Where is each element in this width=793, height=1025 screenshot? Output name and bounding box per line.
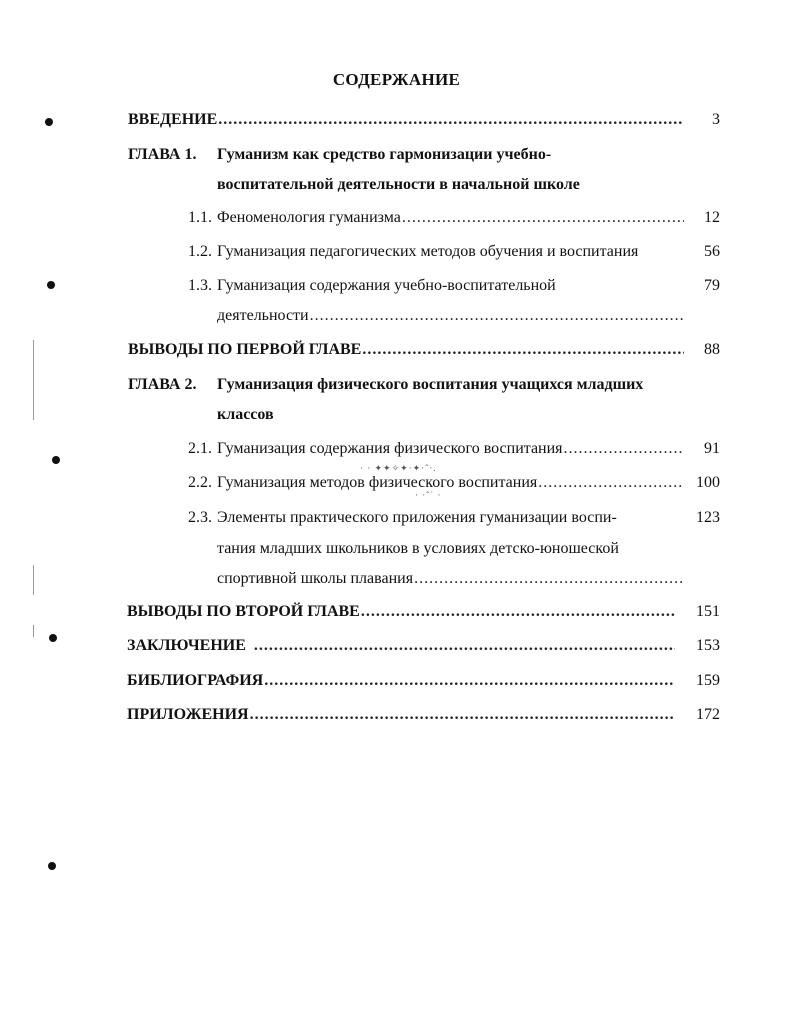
scan-margin-line [33,340,34,420]
toc-entry-label: ВЫВОДЫ ПО ВТОРОЙ ГЛАВЕ [127,603,360,620]
toc-entry-2-1[interactable] [217,439,684,459]
leader-dots [538,473,684,493]
punch-hole-mark [48,862,56,870]
toc-entry-label: ВВЕДЕНИЕ [128,111,218,128]
chapter2-label: ГЛАВА 2. [128,376,197,393]
toc-page-number: 159 [696,672,720,689]
toc-entry-conclusions-1[interactable] [128,340,684,360]
chapter1-label: ГЛАВА 1. [128,146,197,163]
leader-dots [310,306,684,326]
chapter2-title-line2[interactable]: классов [217,406,274,423]
toc-entry-label: ЗАКЛЮЧЕНИЕ [127,637,246,654]
punch-hole-mark [45,118,53,126]
toc-page-number: 172 [696,706,720,723]
toc-entry-label: ПРИЛОЖЕНИЯ [127,706,249,723]
toc-entry-label: деятельности [217,307,309,324]
scan-margin-line [33,565,34,595]
leader-dots [264,671,675,691]
toc-entry-2-3-line2[interactable]: тания младших школьников в условиях детско-юношеской [217,540,619,557]
section-number: 1.3. [188,277,212,294]
toc-entry-2-3-line1[interactable]: Элементы практического приложения гуманизации воспи- [217,509,617,526]
leader-dots [250,705,675,725]
toc-entry-conclusions-2[interactable] [127,602,675,622]
chapter2-title-line1[interactable]: Гуманизация физического воспитания учащихся младших [217,376,644,393]
chapter1-title-line2[interactable]: воспитательной деятельности в начальной школе [217,176,580,193]
section-number: 2.2. [188,474,212,491]
toc-page-number: 151 [696,603,720,620]
toc-page-number: 3 [712,111,720,128]
punch-hole-mark [49,634,57,642]
leader-dots [402,208,684,228]
section-number: 1.2. [188,243,212,260]
scan-noise-mark: · · ✦✦✧✦·✦·ˆ·. [360,463,437,473]
chapter1-title-line1[interactable]: Гуманизм как средство гармонизации учебно- [217,146,552,163]
toc-entry-label: Гуманизация методов физического воспитания [217,474,538,491]
toc-entry-1-1[interactable] [217,208,684,228]
leader-dots [218,110,684,130]
toc-title: СОДЕРЖАНИЕ [332,70,461,89]
scan-margin-line [33,625,34,637]
scan-noise-mark: · ·ˆ˙ · [415,490,442,500]
toc-entry-conclusion[interactable] [127,636,675,656]
toc-entry-intro[interactable] [128,110,684,130]
toc-entry-label: БИБЛИОГРАФИЯ [127,672,264,689]
toc-entry-1-2[interactable]: Гуманизация педагогических методов обучения и воспитания [217,243,639,260]
toc-page-number: 79 [704,277,720,294]
section-number: 2.1. [188,440,212,457]
leader-dots [564,439,684,459]
toc-entry-label: Гуманизация содержания физического воспитания [217,440,563,457]
toc-entry-label: ВЫВОДЫ ПО ПЕРВОЙ ГЛАВЕ [128,341,362,358]
toc-page-number: 100 [696,474,720,491]
toc-entry-1-3-line1[interactable]: Гуманизация содержания учебно-воспитательной [217,277,556,294]
toc-page-number: 12 [704,209,720,226]
toc-page-number: 88 [704,341,720,358]
punch-hole-mark [52,456,60,464]
punch-hole-mark [47,281,55,289]
toc-entry-1-3-line2[interactable] [217,306,684,326]
section-number: 2.3. [188,509,212,526]
leader-dots [254,636,675,656]
leader-dots [361,602,675,622]
toc-entry-bibliography[interactable] [127,671,675,691]
toc-page-number: 56 [704,243,720,260]
toc-page-number: 153 [696,637,720,654]
section-number: 1.1. [188,209,212,226]
toc-entry-2-2[interactable] [217,473,684,493]
toc-entry-2-3-line3[interactable] [217,569,684,589]
toc-entry-label: спортивной школы плавания [217,570,414,587]
leader-dots [414,569,684,589]
toc-page-number: 123 [696,509,720,526]
toc-page-number: 91 [704,440,720,457]
toc-entry-label: Феноменология гуманизма [217,209,401,226]
leader-dots [362,340,684,360]
toc-entry-appendices[interactable] [127,705,675,725]
